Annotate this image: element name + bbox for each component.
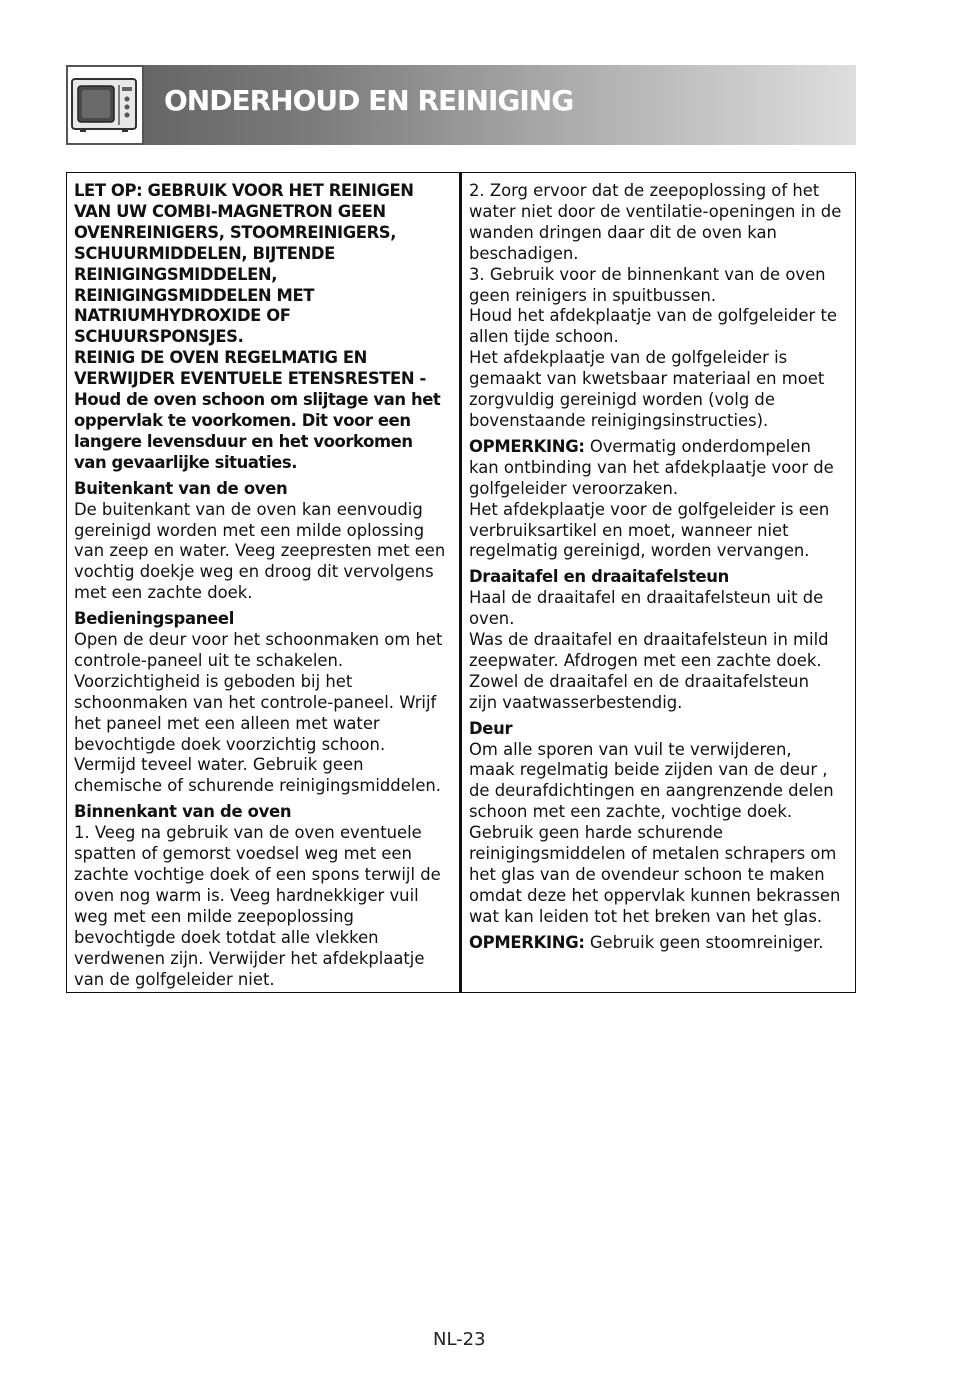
warning-text: LET OP: GEBRUIK VOOR HET REINIGEN VAN UW COMBI-MAGNETRON GEEN OVENREINIGERS, STOOMREINIGERS, SCHUURMIDDELEN, BIJTENDE REINIGINGSMIDDELEN, REINIGINGSMIDDELEN MET NATRIUMHYDROXIDE OF SCHUURSPONSJES. — [74, 181, 414, 347]
door-heading: Deur — [469, 718, 513, 738]
microwave-icon — [66, 65, 144, 145]
outside-text: De buitenkant van de oven kan eenvoudig gereinigd worden met een milde oplossing van zeep en water. Veeg zeepresten met een vochtig doekje weg en droog dit vervolgens met een zachte doek. — [74, 499, 446, 603]
door-text: Om alle sporen van vuil te verwijderen, maak regelmatig beide zijden van de deur , de deurafdichtingen en aangrenzende delen schoon met een zachte, vochtige doek. Gebruik geen harde schurende reinigingsmiddelen of metalen schrapers om het glas van de ovendeur schoon te maken omdat deze het oppervlak kunnen bekrassen wat kan leiden tot het breken van het glas. — [469, 739, 841, 926]
warning-text-2: REINIG DE OVEN REGELMATIG EN VERWIJDER EVENTUELE ETENSRESTEN - Houd de oven schoon om slijtage van het oppervlak te voorkomen. Dit voor een langere levensduur en het voorkomen van gevaarlijke situaties. — [74, 348, 441, 472]
keep-clean-text: Houd het afdekplaatje van de golfgeleider te allen tijde schoon. — [469, 306, 838, 347]
panel-heading: Bedieningspaneel — [74, 609, 235, 629]
note-2 — [469, 933, 842, 954]
right-column — [469, 181, 842, 954]
note-1-label: OPMERKING: — [469, 436, 585, 456]
item-3-text: 3. Gebruik voor de binnenkant van de oven geen reinigers in spuitbussen. — [469, 264, 826, 305]
note-1 — [469, 437, 842, 500]
column-divider — [459, 173, 462, 992]
note-1-text: Overmatig onderdompelen kan ontbinding van het afdekplaatje voor de golfgeleider veroorzaken. — [469, 436, 834, 498]
turntable-text: Haal de draaitafel en draaitafelsteun uit de oven. — [469, 588, 824, 629]
fragile-text: Het afdekplaatje van de golfgeleider is gemaakt van kwetsbaar materiaal en moet zorgvuldig gereinigd worden (volg de bovenstaande reinigingsinstructies). — [469, 348, 825, 430]
item-2-text: 2. Zorg ervoor dat de zeepoplossing of het water niet door de ventilatie-openingen in de wanden dringen daar dit de oven kan beschadigen. — [469, 181, 842, 263]
inside-text: 1. Veeg na gebruik van de oven eventuele spatten of gemorst voedsel weg met een zachte vochtige doek of een spons terwijl de oven nog warm is. Veeg hardnekkiger vuil weg met een milde zeepoplossing bevochtigde doek totdat alle vlekken verdwenen zijn. Verwijder het afdekplaatje van de golfgeleider niet. — [74, 823, 441, 989]
section-header — [66, 65, 856, 145]
consumable-text: Het afdekplaatje voor de golfgeleider is een verbruiksartikel en moet, wanneer niet regelmatig gereinigd, worden vervangen. — [469, 499, 830, 561]
page-number: NL-23 — [433, 1329, 486, 1350]
left-column — [74, 181, 446, 990]
outside-heading: Buitenkant van de oven — [74, 478, 288, 498]
inside-heading: Binnenkant van de oven — [74, 802, 292, 822]
note-2-label: OPMERKING: — [469, 932, 585, 952]
content-table — [66, 172, 856, 993]
panel-text: Open de deur voor het schoonmaken om het controle-paneel uit te schakelen. Voorzichtigheid is geboden bij het schoonmaken van het controle-paneel. Wrijf het paneel met een alleen met water bevochtigde doek voorzichtig schoon. — [74, 630, 443, 754]
panel-text-2: Vermijd teveel water. Gebruik geen chemische of schurende reinigingsmiddelen. — [74, 755, 442, 796]
note-2-text: Gebruik geen stoomreiniger. — [584, 932, 824, 952]
turntable-text-2: Was de draaitafel en draaitafelsteun in mild zeepwater. Afdrogen met een zachte doek. Zowel de draaitafel en de draaitafelsteun zijn vaatwasserbestendig. — [469, 630, 829, 712]
page-title: ONDERHOUD EN REINIGING — [164, 84, 574, 117]
turntable-heading: Draaitafel en draaitafelsteun — [469, 567, 730, 587]
